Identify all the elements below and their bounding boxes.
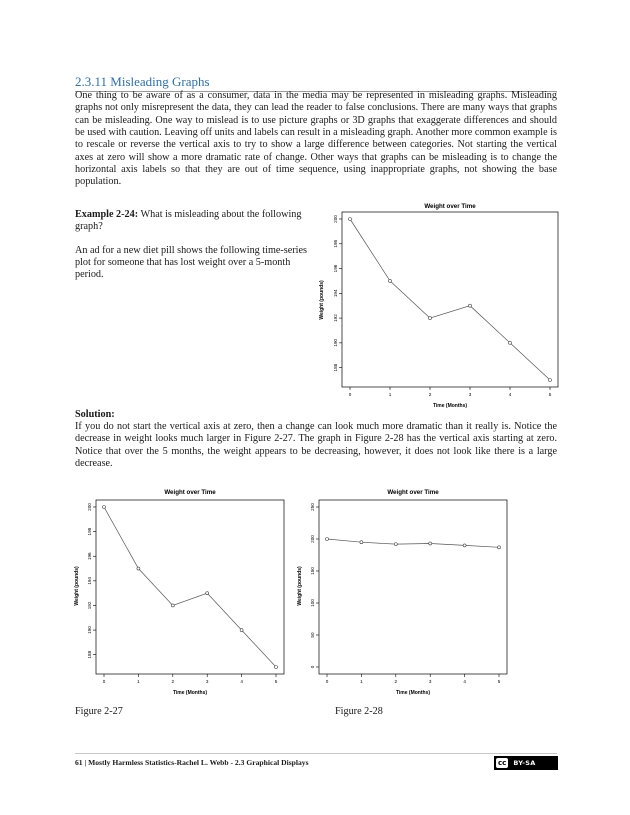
y-tick-label: 188 <box>333 363 338 372</box>
y-axis-label: Weight (pounds) <box>297 566 303 606</box>
data-point <box>429 542 432 545</box>
figure-2-27-chart <box>72 486 286 698</box>
footer-rule <box>75 753 557 754</box>
series-line <box>350 219 550 380</box>
data-points <box>103 506 278 669</box>
data-point <box>240 629 243 632</box>
data-point <box>137 567 140 570</box>
y-tick-label: 50 <box>310 632 315 638</box>
data-point <box>509 341 512 344</box>
figure-2-27-caption: Figure 2-27 <box>75 706 123 717</box>
data-point <box>349 218 352 221</box>
figure-2-28-chart <box>295 486 509 698</box>
x-axis-label: Time (Months) <box>395 690 431 696</box>
plot-frame <box>96 500 284 674</box>
series-line <box>104 507 276 667</box>
chart-title: Weight over Time <box>164 489 216 496</box>
example-weight-chart <box>318 200 560 412</box>
y-tick-label: 196 <box>87 552 92 561</box>
y-tick-label: 198 <box>87 527 92 536</box>
x-axis-label: Time (Months) <box>172 690 208 696</box>
data-point <box>498 546 501 549</box>
axes <box>87 503 278 684</box>
intro-paragraph: One thing to be aware of as a consumer, data in the media may be represented in misleading graphs. Misleading graphs not only misrepresent the data, they can lead the reader to false conclusions. There are many ways that graphs can be misleading. One way to mislead is to use picture graphs or 3D graphs that exaggerate differences and should be used with caution. Leaving off units and labels can result in a misleading graph. Another more common example is to rescale or reverse the vertical axis to try to show a large difference between categories. Not starting the vertical axes at zero will show a more dramatic rate of change. Other ways that graphs can be misleading is to change the horizontal axis labels so that they are out of time sequence, using inappropriate graphs, not showing the base population. <box>75 90 557 188</box>
y-tick-label: 0 <box>310 665 315 669</box>
x-tick-label: 2 <box>171 679 175 684</box>
cc-license-badge[interactable] <box>494 756 558 770</box>
example-block <box>75 209 315 293</box>
x-tick-label: 3 <box>205 679 209 684</box>
x-tick-label: 0 <box>348 392 352 397</box>
data-point <box>463 544 466 547</box>
plot-frame <box>319 500 507 674</box>
y-tick-label: 188 <box>87 650 92 659</box>
data-point <box>103 506 106 509</box>
x-tick-label: 5 <box>274 679 278 684</box>
license-label: BY-SA <box>513 759 536 767</box>
y-tick-label: 250 <box>310 503 315 511</box>
solution-text: If you do not start the vertical axis at zero, then a change can look much more dramatic than it really is. Notice the decrease in weight looks much larger in Figure 2-27. The graph in Figure 2-28 has the vertical axis starting at zero. Notice that over the 5 months, the weight appears to be decreasing, however, it does not look like there is a large decrease. <box>75 421 557 470</box>
plot-frame <box>342 212 558 387</box>
y-tick-label: 190 <box>87 626 92 634</box>
example-label: Example 2-24: <box>75 209 139 220</box>
y-tick-label: 192 <box>333 314 338 322</box>
data-point <box>326 538 329 541</box>
data-point <box>469 304 472 307</box>
y-tick-label: 192 <box>87 601 92 610</box>
data-point <box>549 379 552 382</box>
y-tick-label: 200 <box>87 503 92 511</box>
y-tick-label: 200 <box>333 215 338 223</box>
data-point <box>394 543 397 546</box>
chart-title: Weight over Time <box>424 203 476 210</box>
x-tick-label: 2 <box>394 679 398 684</box>
x-tick-label: 2 <box>428 392 432 397</box>
data-points <box>349 218 552 382</box>
cc-icon: cc <box>498 759 507 767</box>
x-tick-label: 3 <box>428 679 432 684</box>
figure-2-28-caption: Figure 2-28 <box>335 706 383 717</box>
y-tick-label: 150 <box>310 567 315 575</box>
data-point <box>171 604 174 607</box>
data-point <box>206 592 209 595</box>
x-tick-label: 3 <box>468 392 472 397</box>
y-tick-label: 200 <box>310 535 315 543</box>
data-points <box>326 538 501 549</box>
chart-title: Weight over Time <box>387 489 439 496</box>
x-tick-label: 1 <box>360 679 363 684</box>
x-tick-label: 4 <box>508 392 512 397</box>
y-tick-label: 194 <box>87 577 92 585</box>
x-tick-label: 1 <box>137 679 140 684</box>
page-footer: 61 | Mostly Harmless Statistics-Rachel L. Webb - 2.3 Graphical Displays <box>75 758 309 767</box>
data-point <box>275 666 278 669</box>
data-point <box>389 279 392 282</box>
x-tick-label: 5 <box>497 679 501 684</box>
axes <box>310 503 501 684</box>
y-tick-label: 196 <box>333 264 338 273</box>
y-tick-label: 194 <box>333 289 338 298</box>
x-axis-label: Time (Months) <box>432 403 468 409</box>
x-tick-label: 0 <box>325 679 329 684</box>
x-tick-label: 5 <box>548 392 552 397</box>
y-tick-label: 198 <box>333 239 338 248</box>
data-point <box>429 317 432 320</box>
x-tick-label: 4 <box>240 679 243 684</box>
x-tick-label: 1 <box>388 392 392 397</box>
y-tick-label: 190 <box>333 339 338 347</box>
section-title: 2.3.11 Misleading Graphs <box>75 74 557 92</box>
solution-heading: Solution: <box>75 409 115 420</box>
y-tick-label: 100 <box>310 599 315 607</box>
y-axis-label: Weight (pounds) <box>74 566 80 606</box>
data-point <box>360 541 363 544</box>
series-line <box>327 539 499 547</box>
example-question: What is misleading about the following graph? <box>75 209 302 233</box>
y-axis-label: Weight (pounds) <box>319 280 325 320</box>
axes <box>333 215 552 397</box>
x-tick-label: 4 <box>463 679 466 684</box>
x-tick-label: 0 <box>102 679 106 684</box>
example-description: An ad for a new diet pill shows the following time-series plot for someone that has lost weight over a 5-month period. <box>75 244 307 281</box>
